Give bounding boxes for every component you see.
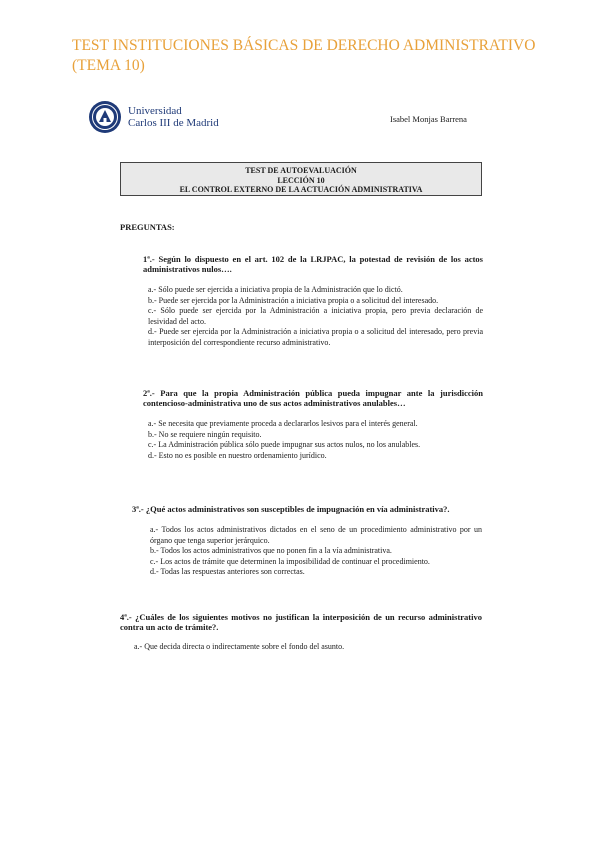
question-stem: 3ª.- ¿Qué actos administrativos son susceptibles de impugnación en vía administrativa?. xyxy=(132,504,450,514)
question-stem: 2ª.- Para que la propia Administración pública pueda impugnar ante la jurisdicción contencioso-administrativa uno de sus actos administrativos anulables… xyxy=(143,388,483,408)
option-item: b.- No se requiere ningún requisito. xyxy=(148,429,262,439)
option-item: d.- Esto no es posible en nuestro ordenamiento jurídico. xyxy=(148,450,327,460)
option-item: a.- Que decida directa o indirectamente sobre el fondo del asunto. xyxy=(134,642,345,651)
question-stem: 1ª.- Según lo dispuesto en el art. 102 de la LRJPAC, la potestad de revisión de los actos administrativos nulos…. xyxy=(143,254,483,274)
university-seal-icon xyxy=(88,100,122,134)
question-2 xyxy=(143,388,483,461)
option-item: a.- Sólo puede ser ejercida a iniciativa propia de la Administración que lo dictó. xyxy=(148,285,403,294)
test-header-line2: LECCIÓN 10 xyxy=(277,175,325,185)
university-name-line1: Universidad xyxy=(128,105,182,117)
question-1 xyxy=(143,254,483,348)
option-item: a.- Todos los actos administrativos dictados en el seno de un procedimiento administrativo por un órgano que tenga superior jerárquico. xyxy=(150,525,482,545)
option-item: d.- Todas las respuestas anteriores son correctas. xyxy=(150,567,305,576)
option-item: c.- Los actos de trámite que determinen la imposibilidad de continuar el procedimiento. xyxy=(150,556,430,566)
university-name-line2: Carlos III de Madrid xyxy=(128,117,219,129)
option-list xyxy=(150,525,482,578)
option-item: d.- Puede ser ejercida por la Administración a iniciativa propia o a solicitud del interesado, pero previa interposición del correspondiente recurso administrativo. xyxy=(148,327,483,347)
question-stem: 4ª.- ¿Cuáles de los siguientes motivos no justifican la interposición de un recurso administrativo contra un acto de trámite?. xyxy=(120,612,482,632)
university-name xyxy=(128,105,219,129)
document-title: TEST INSTITUCIONES BÁSICAS DE DERECHO ADMINISTRATIVO (TEMA 10) xyxy=(72,37,536,74)
option-item: b.- Puede ser ejercida por la Administración a iniciativa propia o a solicitud del interesado. xyxy=(148,295,439,305)
question-3 xyxy=(132,504,482,578)
option-list xyxy=(148,285,483,348)
test-header-box xyxy=(120,162,482,196)
option-list xyxy=(148,419,483,461)
university-logo xyxy=(88,100,219,134)
option-list xyxy=(134,642,482,653)
option-item: c.- Sólo puede ser ejercida por la Administración a iniciativa propia, pero previa declaración de lesividad del acto. xyxy=(148,306,483,326)
option-item: c.- La Administración pública sólo puede impugnar sus actos nulos, no los anulables. xyxy=(148,440,421,449)
test-header-line3: EL CONTROL EXTERNO DE LA ACTUACIÓN ADMINISTRATIVA xyxy=(179,185,423,194)
test-header-line1: TEST DE AUTOEVALUACIÓN xyxy=(245,166,357,175)
question-4 xyxy=(120,612,482,653)
option-item: b.- Todos los actos administrativos que no ponen fin a la vía administrativa. xyxy=(150,546,392,555)
author-name: Isabel Monjas Barrena xyxy=(390,114,467,124)
section-label: PREGUNTAS: xyxy=(120,222,175,232)
option-item: a.- Se necesita que previamente proceda a declararlos lesivos para el interés general. xyxy=(148,419,418,428)
